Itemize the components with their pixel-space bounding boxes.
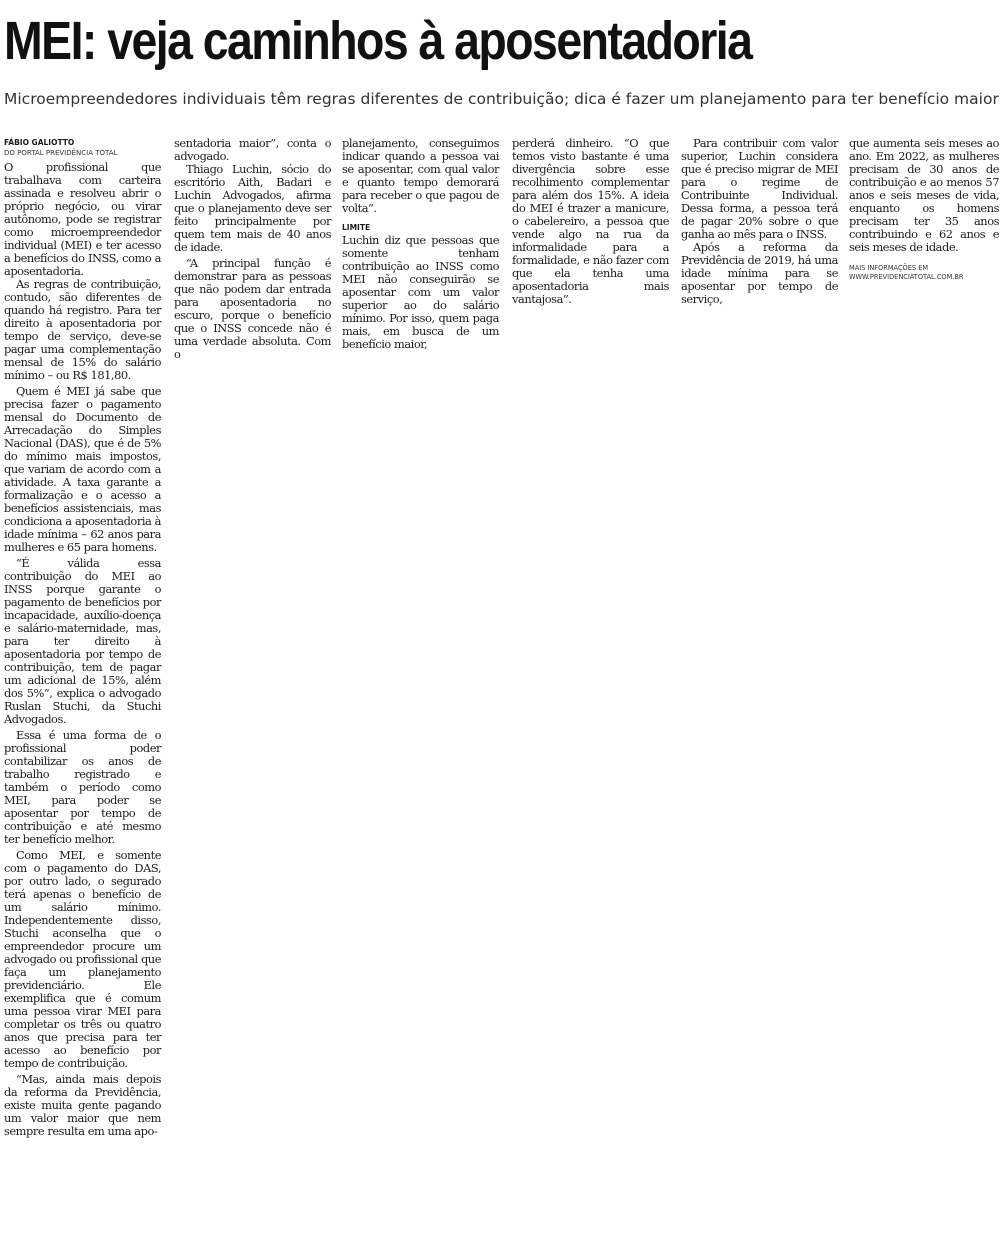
- paragraph: Luchin diz que pessoas que somente tenham contribuição ao INSS como MEI não conseguirão se aposentar com um valor superior ao do salário mínimo. Por isso, quem paga mais, em busca de um benefício maior,: [342, 233, 499, 351]
- headline: MEI: veja caminhos à aposentadoria: [4, 11, 752, 71]
- paragraph: “É válida essa contribuição do MEI ao INSS porque garante o pagamento de benefícios por incapacidade, auxílio-doença e salário-maternidade, mas, para ter direito à aposentadoria por tempo de contribuição, tem de pagar um adicional de 15%, além dos 5%”, explica o advogado Ruslan Stuchi, da Stuchi Advogados.: [4, 556, 161, 726]
- paragraph: Thiago Luchin, sócio do escritório Aith, Badari e Luchin Advogados, afirma que o planejamento deve ser feito principalmente por quem tem mais de 40 anos de idade.: [174, 162, 331, 254]
- column-6: [849, 137, 999, 282]
- source-credit: DO PORTAL PREVIDÊNCIA TOTAL: [4, 149, 118, 157]
- paragraph: “A principal função é demonstrar para as pessoas que não podem dar entrada para aposentadoria no escuro, porque o benefício que o INSS concede não é uma verdade absoluta. Com o: [174, 256, 331, 361]
- column-5: [681, 137, 838, 306]
- paragraph: perderá dinheiro. “O que temos visto bastante é uma divergência sobre esse recolhimento complementar para além dos 15%. A ideia do MEI é trazer a manicure, o cabelereiro, a pessoa que vende algo na rua da informalidade para a formalidade, e não fazer com que ela tenha uma aposentadoria mais vantajosa”.: [512, 136, 669, 306]
- more-info-label: MAIS INFORMAÇÕES EM: [849, 264, 929, 272]
- paragraph: O profissional que trabalhava com carteira assinada e resolveu abrir o próprio negócio, ou virar autônomo, pode se registrar como microempreendedor individual (MEI) e ter acesso a benefícios do INSS, como a aposentadoria.: [4, 160, 161, 278]
- section-label: LIMITE: [342, 223, 371, 232]
- paragraph: Quem é MEI já sabe que precisa fazer o pagamento mensal do Documento de Arrecadação do Simples Nacional (DAS), que é de 5% do mínimo mais impostos, que variam de acordo com a atividade. A taxa garante a formalização e o acesso a benefícios assistenciais, mas condiciona a aposentadoria à idade mínima – 62 anos para mulheres e 65 para homens.: [4, 384, 161, 554]
- column-2: [174, 137, 331, 361]
- byline: FÁBIO GALIOTTO: [4, 138, 75, 147]
- more-info-note: [849, 264, 999, 282]
- column-1: [4, 138, 161, 1138]
- paragraph: Essa é uma forma de o profissional poder contabilizar os anos de trabalho registrado e também o período como MEI, para poder se aposentar por tempo de contribuição e até mesmo ter benefício melhor.: [4, 728, 161, 846]
- paragraph: sentadoria maior”, conta o advogado.: [174, 136, 331, 163]
- subheadline: Microempreendedores individuais têm regras diferentes de contribuição; dica é fazer um planejamento para ter benefício maior: [4, 90, 999, 108]
- column-3: [342, 137, 499, 351]
- paragraph: As regras de contribuição, contudo, são diferentes de quando há registro. Para ter direito à aposentadoria por tempo de serviço, deve-se pagar uma complementação mensal de 15% do salário mínimo – ou R$ 181,80.: [4, 277, 161, 382]
- more-info-link[interactable]: WWW.PREVIDENCIATOTAL.COM.BR: [849, 273, 964, 281]
- paragraph: Para contribuir com valor superior, Luchin considera que é preciso migrar de MEI para o regime de Contribuinte Individual. Dessa forma, a pessoa terá de pagar 20% sobre o que ganha ao mês para o INSS.: [681, 136, 838, 241]
- paragraph: “Mas, ainda mais depois da reforma da Previdência, existe muita gente pagando um valor maior que nem sempre resulta em uma apo-: [4, 1072, 161, 1138]
- column-4: [512, 137, 669, 306]
- paragraph: Como MEI, e somente com o pagamento do DAS, por outro lado, o segurado terá apenas o benefício de um salário mínimo. Independentemente disso, Stuchi aconselha que o empreendedor procure um advogado ou profissional que faça um planejamento previdenciário. Ele exemplifica que é comum uma pessoa virar MEI para completar os três ou quatro anos que precisa para ter acesso ao benefício por tempo de contribuição.: [4, 848, 161, 1070]
- paragraph: planejamento, conseguimos indicar quando a pessoa vai se aposentar, com qual valor e quanto tempo demorará para receber o que pagou de volta”.: [342, 136, 499, 215]
- paragraph: Após a reforma da Previdência de 2019, há uma idade mínima para se aposentar por tempo de serviço,: [681, 240, 838, 306]
- paragraph: que aumenta seis meses ao ano. Em 2022, as mulheres precisam de 30 anos de contribuição e ao menos 57 anos e seis meses de vida, enquanto os homens precisam ter 35 anos contribuindo e 62 anos e seis meses de idade.: [849, 136, 999, 254]
